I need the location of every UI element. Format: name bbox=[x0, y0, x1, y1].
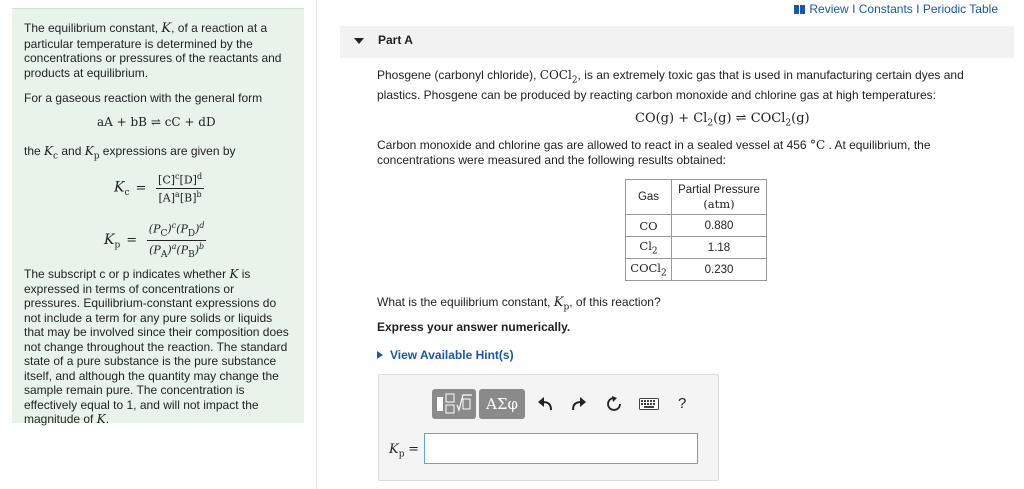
expand-icon bbox=[377, 351, 383, 359]
info-paragraph-3: the $K_c$ and $K_p$ expressions are given by bbox=[24, 144, 236, 162]
review-link[interactable]: Review bbox=[809, 2, 849, 16]
table-header-row bbox=[626, 180, 767, 215]
info-paragraph-2: For a gaseous reaction with the general form bbox=[24, 91, 263, 105]
answer-box bbox=[378, 374, 719, 481]
table-row bbox=[626, 237, 767, 259]
review-icon bbox=[794, 2, 806, 16]
problem-conditions: Carbon monoxide and chlorine gas are allowed to react in a sealed vessel at 456 °C . At equilibrium, the concentrations were measured and the following results obtained: bbox=[377, 138, 931, 167]
gas-cell: COCl$_2$ bbox=[626, 259, 672, 281]
kp-input-label: $K_p$ = bbox=[389, 442, 420, 460]
pressure-cell: 0.880 bbox=[672, 215, 767, 237]
link-separator: I bbox=[916, 2, 920, 16]
keyboard-icon[interactable] bbox=[639, 398, 659, 410]
redo-icon[interactable] bbox=[571, 397, 587, 411]
problem-intro: Phosgene (carbonyl chloride), COCl$_2$, is an extremely toxic gas that is used in manufacturing certain dyes and plastics. Phosgene can be produced by reacting carbon monoxide and chlorine gas at high temperatures: bbox=[377, 68, 964, 102]
info-paragraph-4: The subscript c or p indicates whether K is expressed in terms of concentrations or pressures. Equilibrium-constant expressions do not include a term for any pure solids or liquids that may be involved since their composition does not change throughout the reaction. The standard state of a pure substance is the pure substance itself, and although the quantity may change the sample remain pure. The concentration is effectively equal to 1, and will not impact the magnitude of K. bbox=[24, 267, 289, 426]
info-panel bbox=[12, 8, 304, 426]
gas-cell: CO bbox=[626, 215, 672, 237]
part-a-header[interactable] bbox=[340, 26, 1014, 58]
link-separator: I bbox=[852, 2, 856, 16]
reaction-equation: $CO(g) + Cl_2(g)$ ⇌ COCl$_2$(g) bbox=[635, 111, 810, 129]
reset-icon[interactable] bbox=[606, 396, 622, 412]
table-row bbox=[626, 215, 767, 237]
pressure-cell: 1.18 bbox=[672, 237, 767, 259]
general-equation: aA + bB ⇌ cC + dD bbox=[97, 115, 216, 129]
kp-expression: $K_p$ = $\frac{(P_C)^c(P_D)^d}{(P_A)^a(P_B)^b}$ bbox=[104, 221, 205, 260]
pressure-header: Partial Pressure (atm) bbox=[672, 180, 767, 215]
panel-divider bbox=[316, 0, 317, 489]
collapse-icon[interactable] bbox=[354, 38, 364, 44]
table-row bbox=[626, 259, 767, 281]
undo-icon[interactable] bbox=[537, 397, 553, 411]
constants-link[interactable]: Constants bbox=[858, 2, 913, 16]
templates-icon bbox=[432, 389, 476, 419]
periodic-table-link[interactable]: Periodic Table bbox=[922, 2, 998, 16]
part-title: Part A bbox=[378, 33, 413, 47]
greek-symbols-button[interactable]: ΑΣφ bbox=[479, 389, 525, 419]
kc-expression: $K_c$ = $\frac{[C]^c[D]^d}{[A]^a[B]^b}$ bbox=[114, 172, 203, 205]
view-hints-link[interactable]: View Available Hint(s) bbox=[377, 348, 514, 362]
kp-answer-input[interactable] bbox=[424, 433, 698, 464]
info-paragraph-1: The equilibrium constant, K, of a reaction at a particular temperature is determined by the concentrations or pressures of the reactants and products at equilibrium. bbox=[24, 21, 282, 80]
gas-cell: $Cl_2$ bbox=[626, 237, 672, 259]
question-text: What is the equilibrium constant, $K_p$, of this reaction? bbox=[377, 295, 661, 313]
answer-instruction: Express your answer numerically. bbox=[377, 320, 571, 334]
gas-header: Gas bbox=[626, 180, 672, 215]
pressure-table bbox=[625, 179, 767, 281]
templates-button[interactable] bbox=[432, 389, 476, 419]
help-icon[interactable]: ? bbox=[678, 395, 687, 412]
pressure-cell: 0.230 bbox=[672, 259, 767, 281]
header-links bbox=[794, 2, 998, 16]
